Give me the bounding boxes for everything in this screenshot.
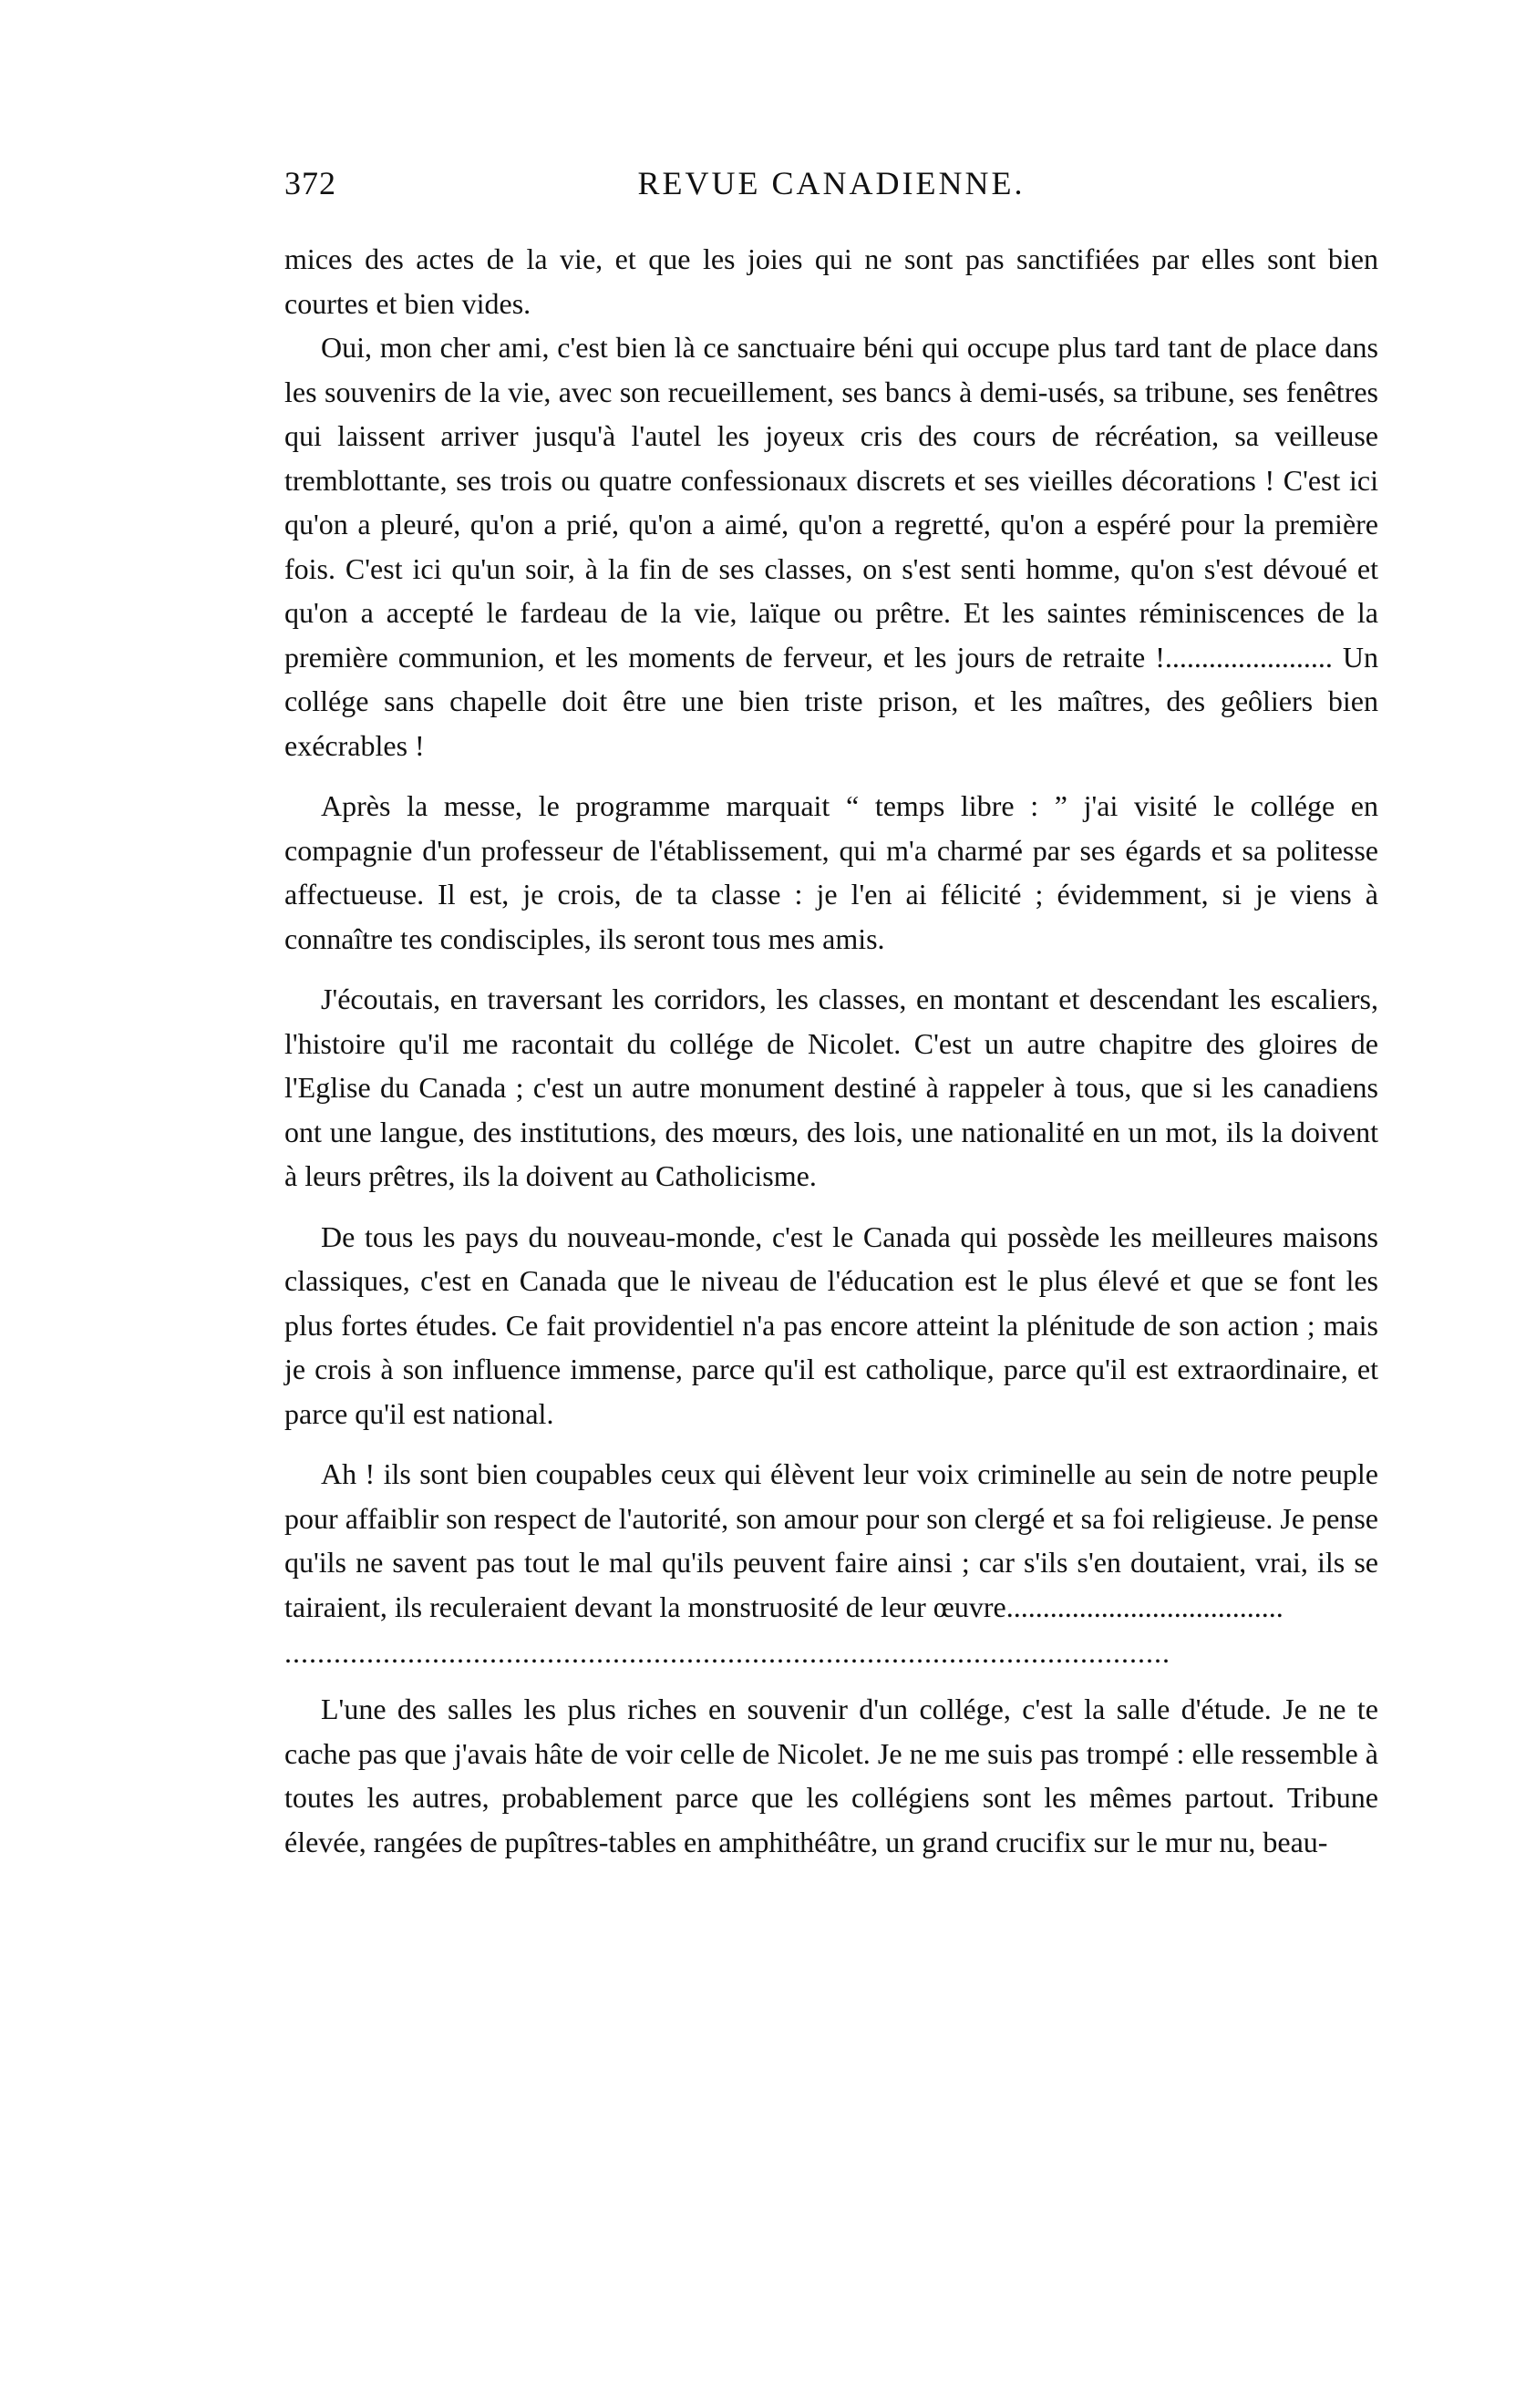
paragraph: L'une des salles les plus riches en souvenir d'un collége, c'est la salle d'étude. Je ne te cache pas que j'avais hâte de voir celle de Nicolet. Je ne me suis pas trompé : elle ressemble à toutes les autres, probablement parce que les collégiens sont les mêmes partout. Tribune élevée, rangées de pupîtres-tables en amphithéâtre, un grand crucifix sur le mur nu, beau-	[284, 1693, 1378, 1858]
running-title: REVUE CANADIENNE.	[637, 165, 1026, 201]
paragraph: Après la messe, le programme marquait “ temps libre : ” j'ai visité le collége en compagnie d'un professeur de l'établissement, qui m'a charmé par ses égards et sa politesse affectueuse. Il est, je crois, de ta classe : je l'en ai félicité ; évidemment, si je viens à connaître tes condisciples, ils seront tous mes amis.	[284, 789, 1378, 955]
paragraph: Oui, mon cher ami, c'est bien là ce sanctuaire béni qui occupe plus tard tant de place dans les souvenirs de la vie, avec son recueillement, ses bancs à demi-usés, sa tribune, ses fenêtres qui laissent arriver jusqu'à l'autel les joyeux cris des cours de récréation, sa veilleuse tremblottante, ses trois ou quatre confessionaux discrets et ses vieilles décorations ! C'est ici qu'on a pleuré, qu'on a prié, qu'on a aimé, qu'on a regretté, qu'on a espéré pour la première fois. C'est ici qu'un soir, à la fin de ses classes, on s'est senti homme, qu'on s'est dévoué et qu'on a accepté le fardeau de la vie, laïque ou prêtre. Et les saintes réminiscences de la première communion, et les moments de ferveur, et les jours de retraite !....................... Un collége sans chapelle doit être une bien triste prison, et les maîtres, des geôliers bien exécrables !	[284, 331, 1378, 762]
paragraph: J'écoutais, en traversant les corridors, les classes, en montant et descendant les escaliers, l'histoire qu'il me racontait du collége de Nicolet. C'est un autre chapitre des gloires de l'Eglise du Canada ; c'est un autre monument destiné à rappeler à tous, que si les canadiens ont une langue, des institutions, des mœurs, des lois, une nationalité en un mot, ils la doivent à leurs prêtres, ils la doivent au Catholicisme.	[284, 983, 1378, 1192]
paragraph: De tous les pays du nouveau-monde, c'est le Canada qui possède les meilleures maisons classiques, c'est en Canada que le niveau de l'éducation est le plus élevé et que se font les plus fortes études. Ce fait providentiel n'a pas encore atteint la plénitude de son action ; mais je crois à son influence immense, parce qu'il est catholique, parce qu'il est extraordinaire, et parce qu'il est national.	[284, 1219, 1378, 1430]
body-text	[284, 237, 1378, 1864]
separator-dots: ............................................................................................................	[284, 1636, 1170, 1669]
page-header	[284, 164, 1378, 219]
document-page	[284, 164, 1378, 1864]
paragraph: Ah ! ils sont bien coupables ceux qui élèvent leur voix criminelle au sein de notre peuple pour affaiblir son respect de l'autorité, son amour pour son clergé et sa foi religieuse. Je pense qu'ils ne savent pas tout le mal qu'ils peuvent faire ainsi ; car s'ils s'en doutaient, vrai, ils se tairaient, ils reculeraient devant la monstruosité de leur œuvre......................................	[284, 1457, 1378, 1623]
paragraph-continued: mices des actes de la vie, et que les joies qui ne sont pas sanctifiées par elles sont bien courtes et bien vides.	[284, 242, 1378, 320]
page-number: 372	[284, 165, 336, 201]
